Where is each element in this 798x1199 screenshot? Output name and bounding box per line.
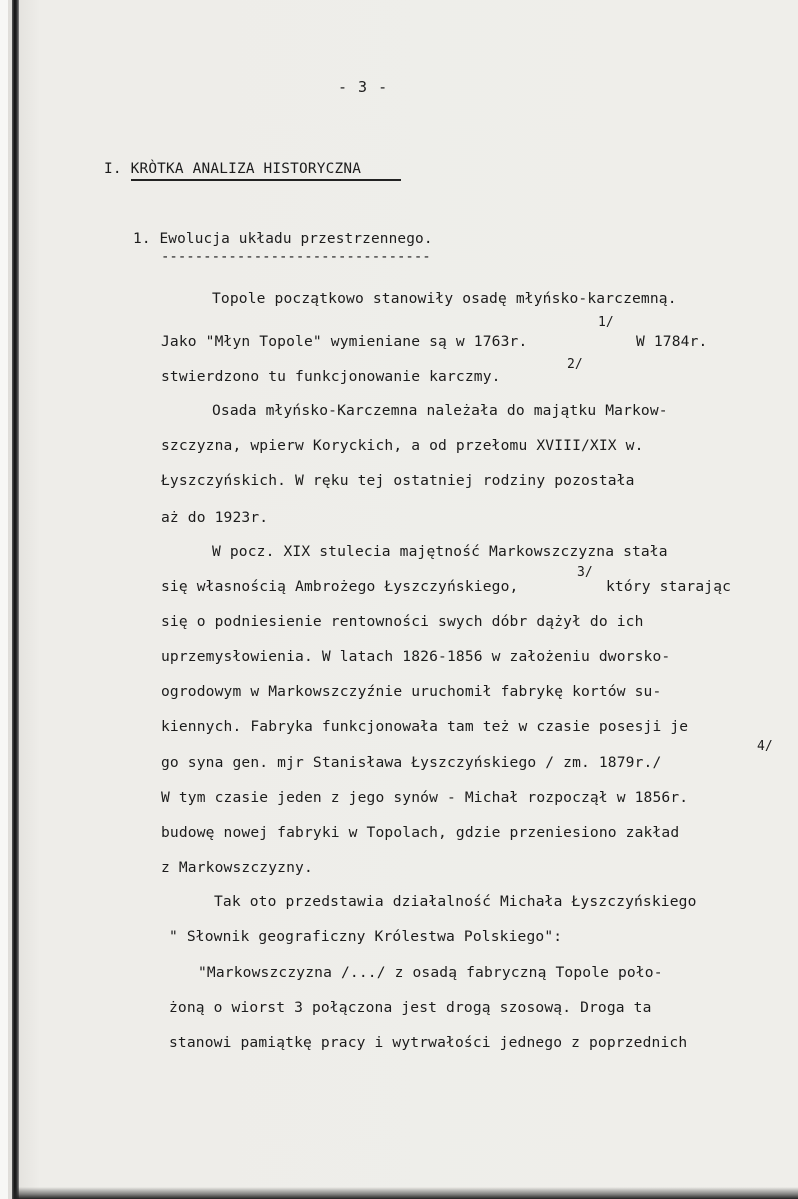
text-line: stwierdzono tu funkcjonowanie karczmy. bbox=[161, 368, 501, 385]
text-line: z Markowszczyzny. bbox=[161, 859, 313, 876]
text-line: ogrodowym w Markowszczyźnie uruchomił fabrykę kortów su- bbox=[161, 683, 662, 700]
text-line: Osada młyńsko-Karczemna należała do majątku Markow- bbox=[212, 402, 668, 419]
text-line: uprzemysłowienia. W latach 1826-1856 w założeniu dworsko- bbox=[161, 648, 671, 665]
text-line: Tak oto przedstawia działalność Michała Łyszczyńskiego bbox=[214, 893, 697, 910]
footnote-marker: 4/ bbox=[757, 739, 773, 754]
text-line: który starając bbox=[606, 578, 732, 595]
text-line: " Słownik geograficzny Królestwa Polskiego": bbox=[169, 928, 563, 945]
page-number: - 3 - bbox=[338, 78, 389, 96]
text-line: kiennych. Fabryka funkcjonowała tam też w czasie posesji je bbox=[161, 718, 689, 735]
text-line: żoną o wiorst 3 połączona jest drogą szosową. Droga ta bbox=[169, 999, 652, 1016]
text-line: W tym czasie jeden z jego synów - Michał rozpoczął w 1856r. bbox=[161, 789, 689, 806]
heading-underline bbox=[131, 179, 401, 181]
text-line: Jako "Młyn Topole" wymieniane są w 1763r. bbox=[161, 333, 528, 350]
footnote-marker: 1/ bbox=[598, 315, 614, 330]
text-line: się o podniesienie rentowności swych dóbr dążył do ich bbox=[161, 613, 644, 630]
section-heading: I. KRÒTKA ANALIZA HISTORYCZNA bbox=[104, 161, 362, 177]
binding-edge bbox=[12, 0, 19, 1199]
text-line: W 1784r. bbox=[636, 333, 708, 350]
text-line: W pocz. XIX stulecia majętność Markowszczyzna stała bbox=[212, 543, 668, 560]
text-line: budowę nowej fabryki w Topolach, gdzie przeniesiono zakład bbox=[161, 824, 680, 841]
text-line: stanowi pamiątkę pracy i wytrwałości jednego z poprzednich bbox=[169, 1034, 688, 1051]
footnote-marker: 2/ bbox=[567, 357, 583, 372]
bottom-edge-shadow bbox=[14, 1187, 798, 1199]
text-line: Łyszczyńskich. W ręku tej ostatniej rodziny pozostała bbox=[161, 472, 635, 489]
text-line: Topole początkowo stanowiły osadę młyńsko-karczemną. bbox=[212, 290, 677, 307]
text-line: "Markowszczyzna /.../ z osadą fabryczną Topole poło- bbox=[198, 964, 663, 981]
text-line: szczyzna, wpierw Koryckich, a od przełomu XVIII/XIX w. bbox=[161, 437, 644, 454]
text-line: się własnością Ambrożego Łyszczyńskiego, bbox=[161, 578, 519, 595]
footnote-marker: 3/ bbox=[577, 565, 593, 580]
text-line: aż do 1923r. bbox=[161, 509, 269, 526]
subsection-underline: -------------------------------- bbox=[161, 249, 431, 265]
text-line: go syna gen. mjr Stanisława Łyszczyńskiego / zm. 1879r./ bbox=[161, 754, 662, 771]
page-left-margin bbox=[0, 0, 8, 1199]
subsection-heading: 1. Ewolucja układu przestrzennego. bbox=[133, 231, 433, 247]
